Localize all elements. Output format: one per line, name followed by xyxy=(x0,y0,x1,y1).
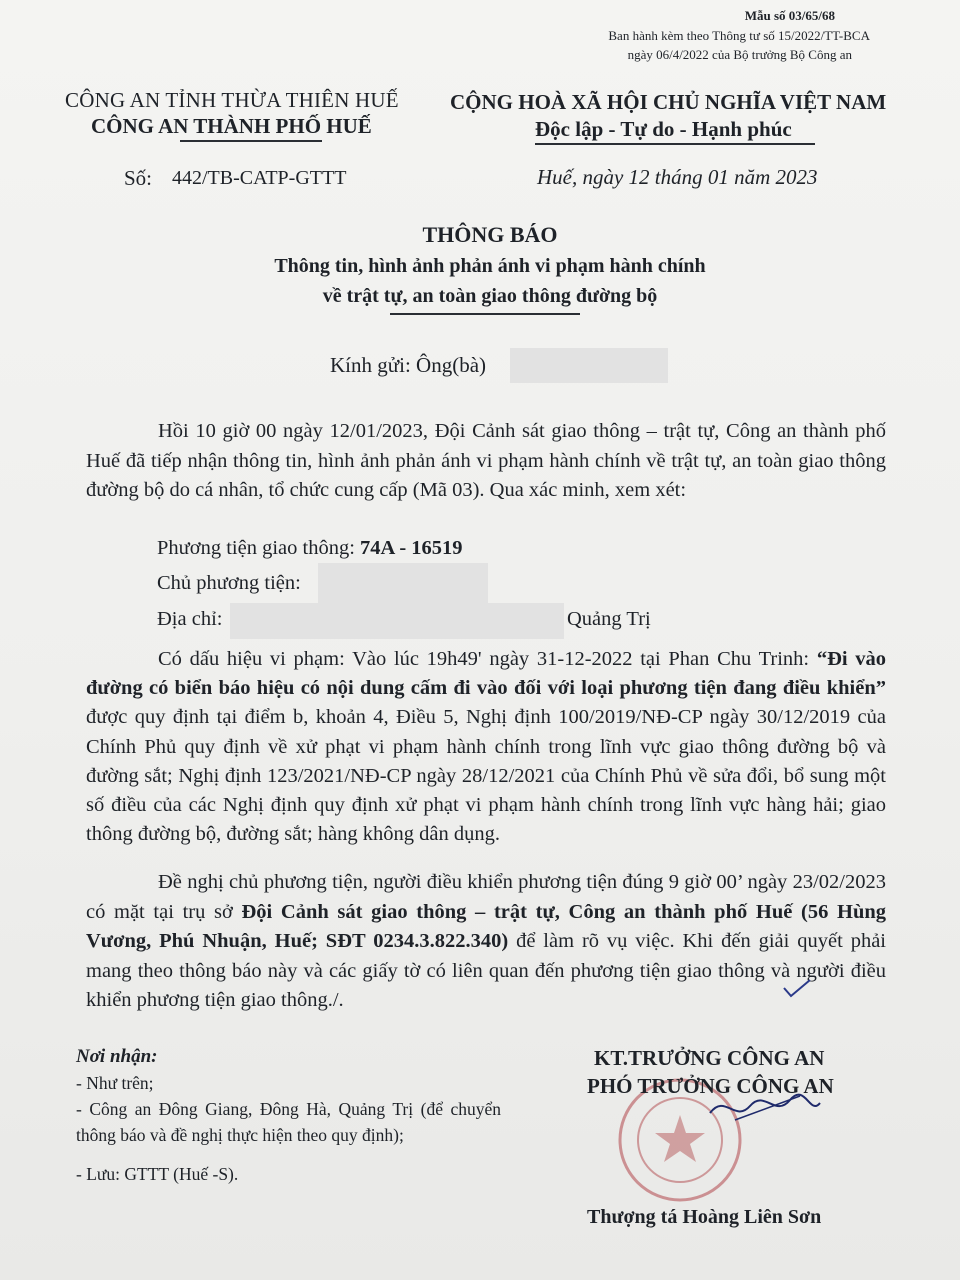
motto-underline xyxy=(535,143,815,145)
agency-name: CÔNG AN THÀNH PHỐ HUẾ xyxy=(91,114,372,138)
recipient-item: - Lưu: GTTT (Huế -S). xyxy=(76,1164,239,1184)
address-label: Địa chỉ: xyxy=(157,608,223,630)
doc-title: THÔNG BÁO xyxy=(422,222,558,247)
address-province: Quảng Trị xyxy=(567,608,651,630)
addressee-label: Kính gửi: Ông(bà) xyxy=(330,353,487,377)
handwritten-signature xyxy=(705,1088,825,1128)
redacted-name xyxy=(510,348,668,383)
agency-parent: CÔNG AN TỈNH THỪA THIÊN HUẾ xyxy=(65,88,399,112)
signer-title-2: PHÓ TRƯỞNG CÔNG AN xyxy=(587,1074,834,1098)
doc-date: Huế, ngày 12 tháng 01 năm 2023 xyxy=(537,165,818,189)
vehicle-plate: 74A - 16519 xyxy=(360,537,463,559)
form-issued-date: ngày 06/4/2022 của Bộ trưởng Bộ Công an xyxy=(627,47,852,62)
national-title: CỘNG HOÀ XÃ HỘI CHỦ NGHĨA VIỆT NAM xyxy=(450,90,887,114)
form-issued-with: Ban hành kèm theo Thông tư số 15/2022/TT-BCA xyxy=(608,28,870,43)
doc-number: 442/TB-CATP-GTTT xyxy=(172,167,347,189)
paragraph-violation: Có dấu hiệu vi phạm: Vào lúc 19h49' ngày 31-12-2022 tại Phan Chu Trinh: “Đi vào đường có biển báo hiệu có nội dung cấm đi vào đối với loại phương tiện đang điều khiển” được quy định tại điểm b, khoản 4, Điều 5, Nghị định 100/2019/NĐ-CP ngày 30/12/2019 của Chính Phủ quy định về xử phạt vi phạm hành chính trong lĩnh vực giao thông đường bộ và đường sắt; Nghị định 123/2021/NĐ-CP ngày 28/12/2021 của Chính Phủ về sửa đổi, bổ sung một số điều của các Nghị định quy định xử phạt vi phạm hành chính trong lĩnh vực hàng hải; giao thông đường bộ, đường sắt; hàng không dân dụng. xyxy=(86,648,887,846)
recipient-item: - Như trên; xyxy=(76,1073,154,1093)
form-code: Mẫu số 03/65/68 xyxy=(744,8,835,23)
subtitle-underline xyxy=(390,313,580,315)
redacted-address xyxy=(230,603,564,639)
doc-number-label: Số: xyxy=(124,166,153,190)
redacted-owner xyxy=(318,563,488,603)
doc-subtitle-2: về trật tự, an toàn giao thông đường bộ xyxy=(322,285,658,307)
recipient-item: - Công an Đông Giang, Đông Hà, Quảng Trị (để chuyển thông báo và đề nghị thực hiện theo quy định); xyxy=(76,1099,501,1145)
owner-label: Chủ phương tiện: xyxy=(157,572,301,594)
signer-title-1: KT.TRƯỞNG CÔNG AN xyxy=(594,1046,825,1070)
check-mark-icon xyxy=(782,978,812,998)
signer-name: Thượng tá Hoàng Liên Sơn xyxy=(587,1206,822,1228)
doc-subtitle-1: Thông tin, hình ảnh phản ánh vi phạm hành chính xyxy=(274,255,706,277)
paragraph-intro: Hồi 10 giờ 00 ngày 12/01/2023, Đội Cảnh sát giao thông – trật tự, Công an thành phố Huế đã tiếp nhận thông tin, hình ảnh phản ánh vi phạm hành chính về trật tự, an toàn giao thông đường bộ do cá nhân, tổ chức cung cấp (Mã 03). Qua xác minh, xem xét: xyxy=(86,420,886,501)
agency-underline xyxy=(180,140,322,142)
paragraph-request: Đề nghị chủ phương tiện, người điều khiển phương tiện đúng 9 giờ 00’ ngày 23/02/2023 có mặt tại trụ sở Đội Cảnh sát giao thông – trật tự, Công an thành phố Huế (56 Hùng Vương, Phú Nhuận, Huế; SĐT 0234.3.822.340) để làm rõ vụ việc. Khi đến giải quyết phải mang theo thông báo này và các giấy tờ có liên quan đến phương tiện giao thông và người điều khiển phương tiện giao thông./. xyxy=(86,871,887,1011)
national-motto: Độc lập - Tự do - Hạnh phúc xyxy=(535,117,792,141)
recipients-heading: Nơi nhận: xyxy=(76,1046,158,1067)
vehicle-line: Phương tiện giao thông: 74A - 16519 xyxy=(157,537,463,559)
